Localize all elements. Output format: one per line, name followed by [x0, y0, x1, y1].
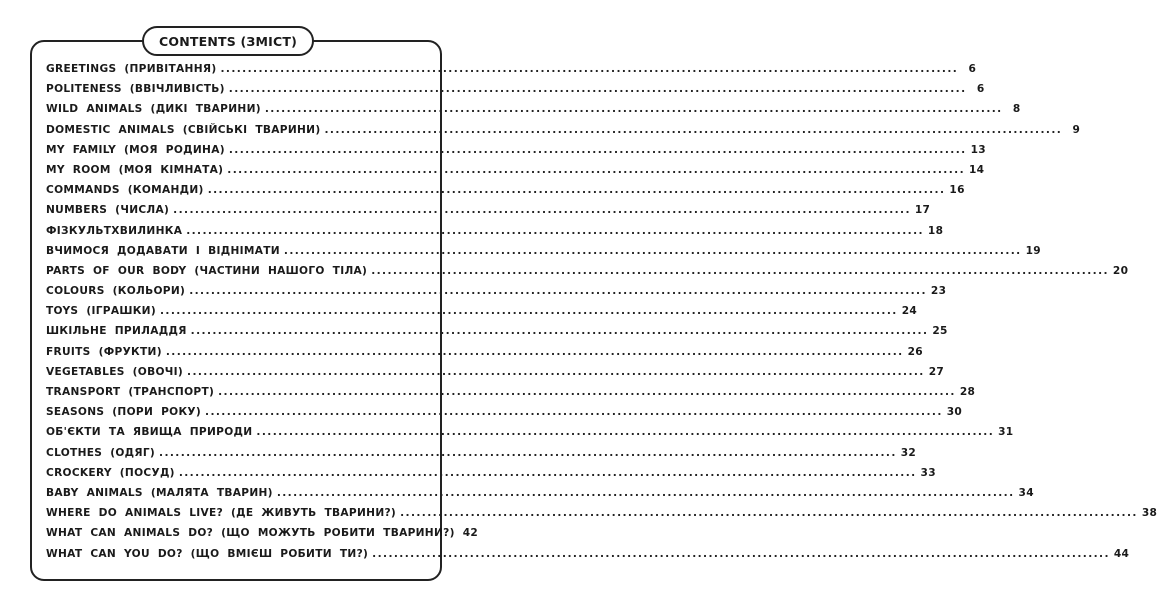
toc-entry-page: 19 [1025, 244, 1041, 257]
toc-entry-title: MY ROOM (МОЯ КІМНАТА) [46, 163, 224, 176]
toc-entry-page: 32 [900, 446, 917, 459]
toc-entry-title: GREETINGS (ПРИВІТАННЯ) [46, 63, 217, 75]
toc-entry-baby-animals[interactable] [46, 486, 1034, 507]
toc-entry-page: 38 [1141, 507, 1157, 520]
toc-entry-commands[interactable] [46, 184, 965, 204]
toc-entry-numbers[interactable] [46, 204, 931, 224]
dot-leader [324, 124, 1062, 136]
toc-entry-transport[interactable] [46, 386, 976, 406]
page-title [142, 26, 314, 56]
toc-entry-page: 8 [1012, 103, 1021, 116]
dot-leader [220, 63, 958, 75]
toc-entry-title: TRANSPORT (ТРАНСПОРТ) [46, 386, 215, 398]
toc-entry-what-you-do[interactable] [46, 547, 1130, 568]
toc-entry-what-animals-do[interactable] [46, 527, 479, 547]
toc-entry-title: TOYS (ІГРАШКИ) [46, 305, 156, 318]
dot-leader [229, 144, 967, 156]
toc-entry-title: WILD ANIMALS (ДИКІ ТВАРИНИ) [46, 103, 261, 116]
toc-entry-title: NUMBERS (ЧИСЛА) [46, 204, 170, 217]
toc-entry-page: 28 [959, 386, 976, 398]
toc-entry-page: 13 [970, 143, 986, 156]
toc-entry-title: COLOURS (КОЛЬОРИ) [46, 285, 186, 298]
toc-entry-vegetables[interactable] [46, 365, 945, 386]
toc-entry-page: 44 [1113, 547, 1130, 560]
toc-entry-title: WHAT CAN YOU DO? (ЩО ВМІЄШ РОБИТИ ТИ?) [46, 547, 369, 560]
dot-leader [208, 184, 946, 196]
dot-leader [159, 447, 897, 459]
dot-leader [400, 507, 1138, 519]
toc-entry-colours[interactable] [46, 285, 947, 305]
dot-leader [166, 346, 904, 358]
toc-entry-greetings[interactable] [46, 63, 977, 83]
toc-entry-title: WHAT CAN ANIMALS DO? (ЩО МОЖУТЬ РОБИТИ ТВАРИНИ?) [46, 527, 455, 540]
toc-entry-nature[interactable] [46, 426, 1014, 446]
dot-leader [205, 406, 943, 418]
toc-entry-page: 17 [914, 204, 931, 217]
toc-entry-fruits[interactable] [46, 345, 923, 366]
toc-entry-add-subtract[interactable] [46, 244, 1041, 265]
toc-entry-fizkultkhvylynka[interactable] [46, 224, 944, 245]
toc-entry-page: 31 [998, 426, 1014, 439]
toc-entry-page: 33 [920, 466, 936, 479]
dot-leader [371, 265, 1109, 277]
dot-leader [284, 245, 1022, 257]
dot-leader [218, 386, 956, 398]
dot-leader [372, 548, 1110, 560]
toc-entry-page: 16 [949, 184, 965, 197]
toc-entry-title: POLITENESS (ВВІЧЛИВІСТЬ) [46, 83, 225, 96]
toc-entry-title: COMMANDS (КОМАНДИ) [46, 184, 204, 197]
toc-entry-my-family[interactable] [46, 143, 986, 164]
toc-entry-wild-animals[interactable] [46, 103, 1021, 123]
toc-entry-page: 6 [976, 83, 985, 96]
toc-entry-title: ВЧИМОСЯ ДОДАВАТИ І ВІДНІМАТИ [46, 244, 280, 257]
dot-leader [187, 366, 925, 378]
toc-entry-page: 30 [946, 406, 963, 419]
dot-leader [256, 426, 994, 438]
toc-entry-title: CLOTHES (ОДЯГ) [46, 446, 156, 459]
toc-entry-title: MY FAMILY (МОЯ РОДИНА) [46, 143, 225, 156]
toc-entry-title: ФІЗКУЛЬТХВИЛИНКА [46, 224, 183, 237]
toc-entry-where-animals-live[interactable] [46, 507, 1157, 527]
dot-leader [227, 164, 965, 176]
toc-entry-page: 20 [1112, 264, 1129, 277]
toc-entry-politeness[interactable] [46, 83, 985, 103]
toc-entry-title: BABY ANIMALS (МАЛЯТА ТВАРИН) [46, 486, 273, 499]
dot-leader [179, 467, 917, 479]
toc-entry-title: VEGETABLES (ОВОЧІ) [46, 365, 184, 378]
toc-entry-page: 42 [462, 527, 479, 540]
toc-entry-my-room[interactable] [46, 163, 985, 184]
toc-entry-title: ОБ'ЄКТИ ТА ЯВИЩА ПРИРОДИ [46, 426, 253, 439]
toc-entry-page: 23 [930, 285, 947, 298]
toc-entry-page: 34 [1018, 486, 1034, 499]
dot-leader [229, 83, 967, 95]
toc-entry-domestic-animals[interactable] [46, 123, 1081, 144]
toc-entry-title: CROCKERY (ПОСУД) [46, 466, 175, 479]
toc-entry-page: 18 [927, 224, 944, 237]
toc-entry-parts-of-body[interactable] [46, 264, 1129, 285]
toc-entry-crockery[interactable] [46, 466, 936, 487]
toc-entry-page: 14 [969, 163, 985, 176]
toc-entry-title: WHERE DO ANIMALS LIVE? (ДЕ ЖИВУТЬ ТВАРИНИ?) [46, 507, 397, 520]
table-of-contents [46, 63, 1157, 568]
dot-leader [186, 225, 924, 237]
toc-entry-seasons[interactable] [46, 406, 963, 426]
dot-leader [277, 487, 1015, 499]
toc-entry-page: 26 [907, 345, 923, 358]
toc-entry-school-supplies[interactable] [46, 325, 948, 345]
dot-leader [189, 285, 927, 297]
toc-entry-clothes[interactable] [46, 446, 917, 467]
toc-entry-page: 9 [1072, 123, 1081, 136]
toc-entry-page: 6 [968, 63, 977, 75]
toc-entry-toys[interactable] [46, 305, 918, 325]
dot-leader [191, 325, 929, 337]
dot-leader [160, 305, 898, 317]
toc-entry-page: 27 [928, 365, 945, 378]
toc-entry-title: DOMESTIC ANIMALS (СВІЙСЬКІ ТВАРИНИ) [46, 123, 321, 136]
toc-entry-title: ШКІЛЬНЕ ПРИЛАДДЯ [46, 325, 187, 338]
dot-leader [173, 204, 911, 216]
toc-entry-page: 25 [932, 325, 948, 338]
toc-entry-title: SEASONS (ПОРИ РОКУ) [46, 406, 202, 419]
dot-leader [265, 103, 1003, 115]
toc-entry-title: PARTS OF OUR BODY (ЧАСТИНИ НАШОГО ТІЛА) [46, 264, 368, 277]
page-title-text: CONTENTS (ЗМІСТ) [159, 33, 297, 49]
toc-entry-page: 24 [901, 305, 918, 318]
toc-entry-title: FRUITS (ФРУКТИ) [46, 345, 162, 358]
